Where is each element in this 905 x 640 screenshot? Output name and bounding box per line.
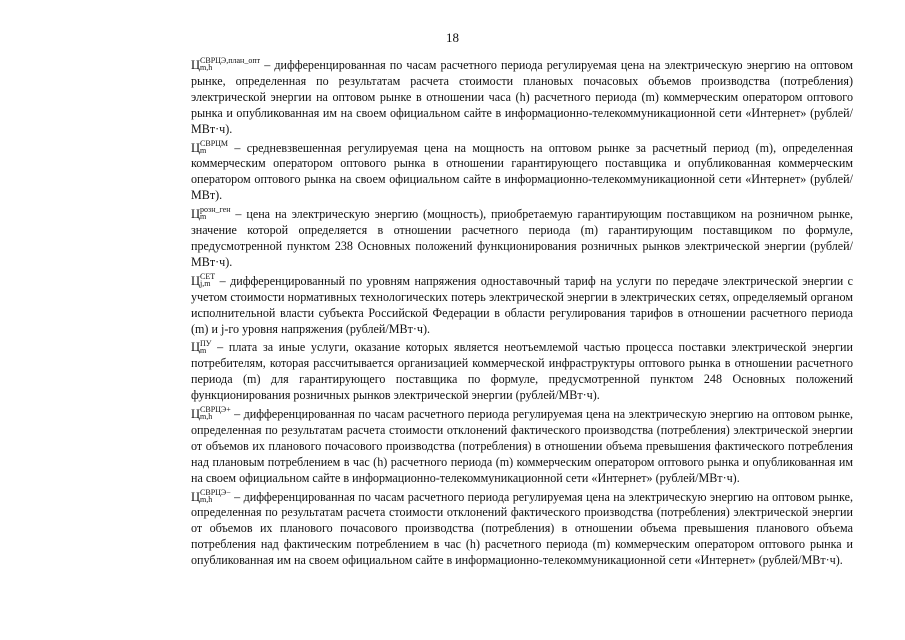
price-symbol: Ц розн_ген m	[191, 205, 231, 222]
symbol-subscript: m	[200, 212, 207, 222]
symbol-subscript: j,m	[200, 279, 211, 288]
definition-paragraph	[191, 407, 853, 487]
price-symbol: Ц СВРЦЭ− m,h	[191, 487, 231, 504]
price-symbol: Ц СВРЦЭ,план_опт m,h	[191, 56, 261, 73]
price-symbol: Ц СЕТ j,m	[191, 272, 216, 288]
symbol-subscript: m,h	[200, 63, 213, 73]
definition-paragraph	[191, 274, 853, 338]
definition-text: – дифференцированный по уровням напряжения одноставочный тариф на услуги по передаче электрической энергии с учетом стоимости нормативных технологических потерь электрической энергии в электрических сетях, определяемый органом исполнительной власти субъекта Российской Федерации в области регулирования тарифов в отношении расчетного периода (m) и j-го уровня напряжения (рублей/МВт·ч).	[191, 273, 853, 336]
symbol-superscript: ПУ	[200, 338, 212, 348]
symbol-superscript: СВРЦЭ,план_опт	[200, 56, 261, 66]
definition-text: – цена на электрическую энергию (мощность), приобретаемую гарантирующим поставщиком на розничном рынке, значение которой определяется в отношении расчетного периода (m) гарантирующим поставщиком по формуле, предусмотренной пунктом 238 Основных положений функционирования розничных рынков электрической энергии (рублей/МВт·ч).	[191, 207, 853, 269]
price-symbol: Ц СВРЦЭ+ m,h	[191, 405, 231, 422]
definition-paragraph	[191, 487, 853, 570]
price-symbol: Ц ПУ m	[191, 338, 212, 355]
symbol-subscript: m	[200, 145, 207, 155]
definition-text: – дифференцированная по часам расчетного периода регулируемая цена на электрическую энергию на оптовом рынке, определенная по результатам расчета стоимости плановых почасовых объемов производства (потребления) электрической энергии на оптовом рынке в отношении часа (h) расчетного периода (m) коммерческим оператором оптового рынка и опубликованная им на своем официальном сайте в информационно-телекоммуникационной сети «Интернет» (рублей/МВт·ч).	[191, 58, 853, 136]
price-symbol: Ц СВРЦМ m	[191, 138, 229, 155]
definition-paragraph	[191, 207, 853, 271]
definition-paragraph	[191, 340, 853, 404]
definition-paragraph	[191, 58, 853, 138]
symbol-subscript: m,h	[200, 494, 213, 504]
definition-text: – дифференцированная по часам расчетного периода регулируемая цена на электрическую энергию на оптовом рынке, определенная по результатам расчета стоимости отклонений фактического производства (потребления) электрической энергии от объемов их планового почасового производства (потребления) в отношении объема превышения фактического потребления над плановым потреблением в час (h) расчетного периода (m) коммерческим оператором оптового рынка и опубликованная им на своем официальном сайте в информационно-телекоммуникационной сети «Интернет» (рублей/МВт·ч).	[191, 407, 853, 485]
definition-text: – дифференцированная по часам расчетного периода регулируемая цена на электрическую энергию на оптовом рынке, определенная по результатам расчета стоимости отклонений фактического производства (потребления) электрической энергии от объемов их планового почасового производства (потребления) в отношении объема превышения планового объема потребления над фактическим потреблением в час (h) расчетного периода (m) коммерческим оператором оптового рынка и опубликованная им на своем официальном сайте в информационно-телекоммуникационной сети «Интернет» (рублей/МВт·ч).	[191, 489, 853, 568]
symbol-superscript: СВРЦМ	[200, 138, 229, 148]
symbol-superscript: СВРЦЭ+	[200, 405, 231, 415]
document-body	[191, 58, 853, 572]
page-number: 18	[446, 30, 459, 45]
symbol-subscript: m,h	[200, 412, 213, 422]
symbol-superscript: СЕТ	[200, 272, 216, 281]
symbol-superscript: СВРЦЭ−	[200, 487, 231, 497]
symbol-superscript: розн_ген	[200, 205, 231, 215]
definition-text: – средневзвешенная регулируемая цена на мощность на оптовом рынке за расчетный период (m), определенная коммерческим оператором оптового рынка в отношении гарантирующего поставщика и опубликованная коммерческим оператором оптового рынка на своем официальном сайте в информационно-телекоммуникационной сети «Интернет» (рублей/МВт).	[191, 140, 853, 203]
symbol-subscript: m	[200, 345, 207, 355]
definition-text: – плата за иные услуги, оказание которых является неотъемлемой частью процесса поставки электрической энергии потребителям, которая рассчитывается организацией коммерческой инфраструктуры оптового рынка в отношении расчетного периода (m) для гарантирующего поставщика по формуле, предусмотренной пунктом 248 Основных положений функционирования розничных рынков электрической энергии (рублей/МВт·ч).	[191, 340, 853, 403]
definition-paragraph	[191, 138, 853, 205]
